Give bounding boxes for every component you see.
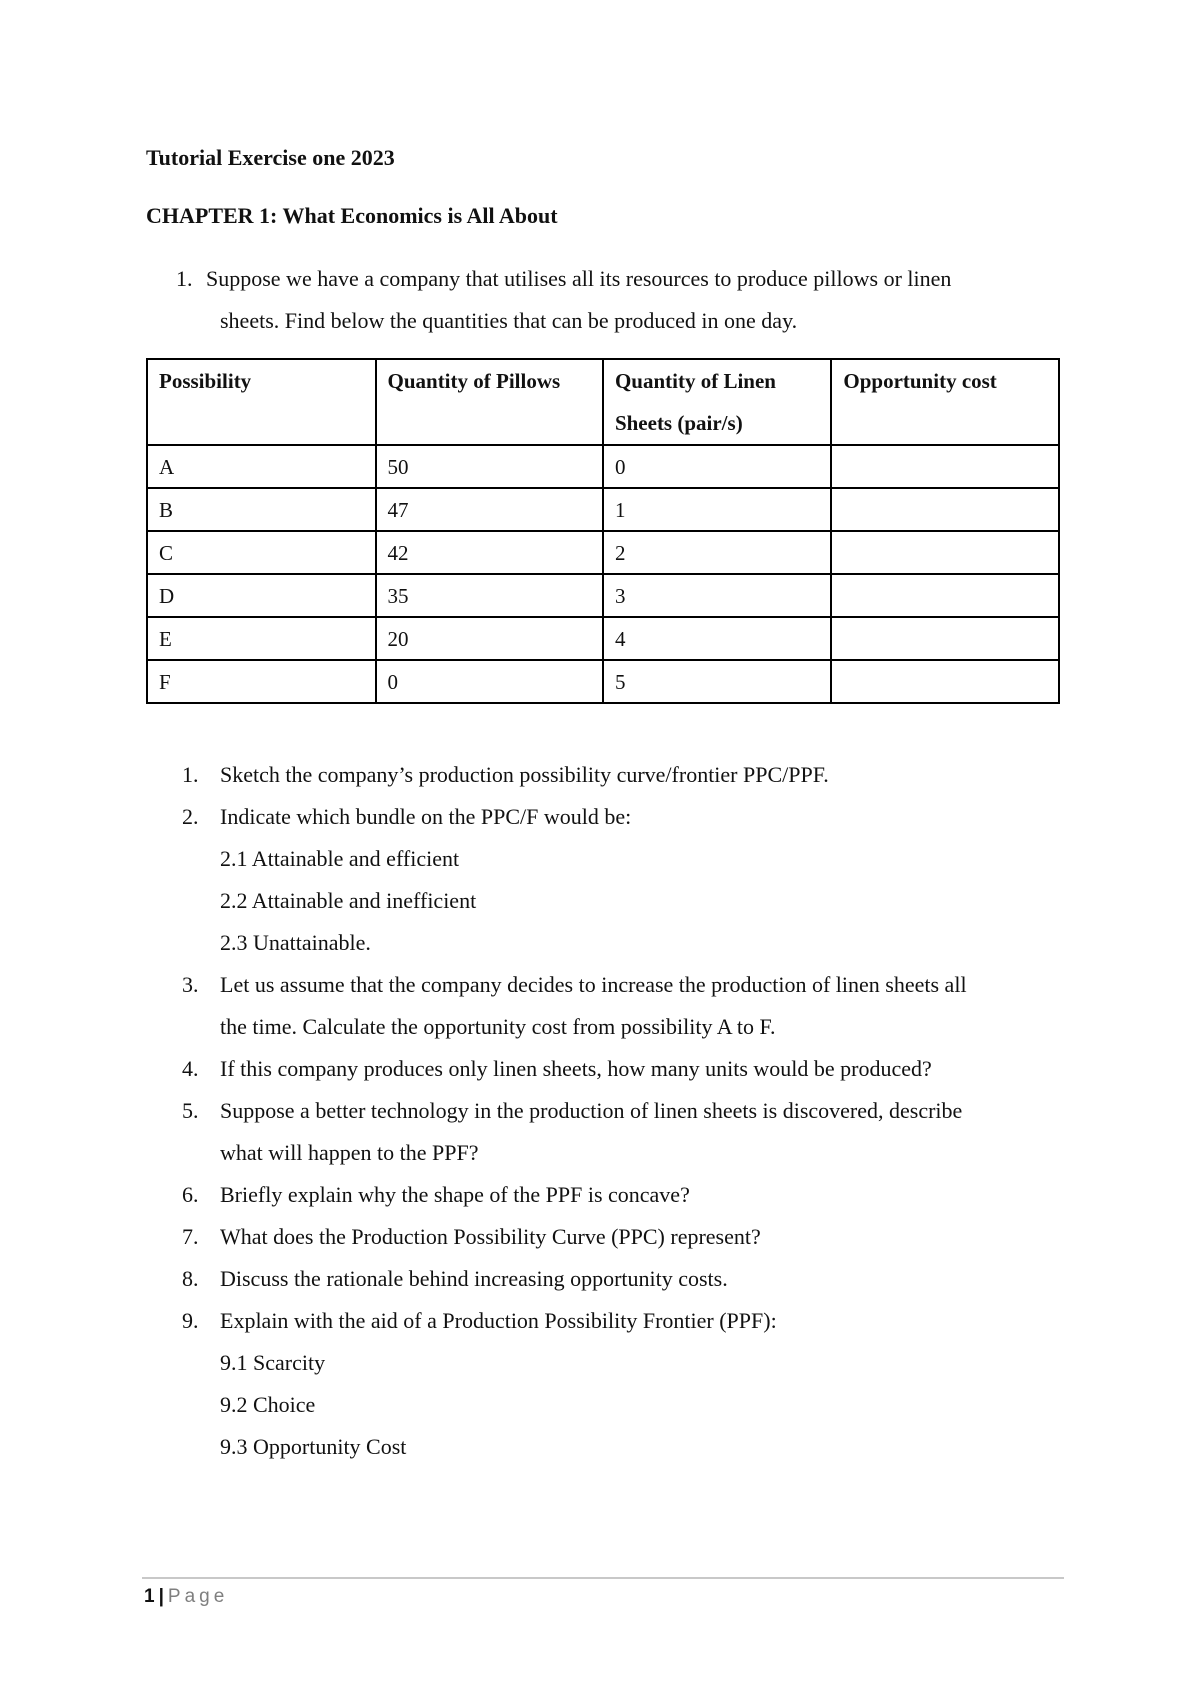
- sub-item: 9.3 Opportunity Cost: [220, 1434, 407, 1459]
- list-item: [172, 1048, 1072, 1090]
- sub-item: 2.2 Attainable and inefficient: [220, 888, 477, 913]
- cell-opportunity-cost: [831, 574, 1059, 617]
- cell-linen: 1: [603, 488, 831, 531]
- table-row: [147, 488, 1059, 531]
- footer-divider: [142, 1577, 1064, 1579]
- question-number: 7.: [182, 1224, 199, 1249]
- cell-pillows: 20: [376, 617, 603, 660]
- cell-pillows: 35: [376, 574, 603, 617]
- header-pillows: Quantity of Pillows: [376, 359, 603, 445]
- table-row: [147, 531, 1059, 574]
- cell-linen: 2: [603, 531, 831, 574]
- question-1-line-1: Suppose we have a company that utilises all its resources to produce pillows or linen: [206, 266, 952, 291]
- table-row: [147, 617, 1059, 660]
- list-item: [172, 754, 1072, 796]
- question-text: Briefly explain why the shape of the PPF is concave?: [220, 1182, 690, 1207]
- cell-opportunity-cost: [831, 660, 1059, 703]
- cell-possibility: C: [147, 531, 376, 574]
- table-row: [147, 660, 1059, 703]
- question-text: Explain with the aid of a Production Possibility Frontier (PPF):: [220, 1308, 777, 1333]
- cell-possibility: F: [147, 660, 376, 703]
- table-row: [147, 445, 1059, 488]
- cell-linen: 3: [603, 574, 831, 617]
- sub-item: 9.1 Scarcity: [220, 1350, 326, 1375]
- cell-pillows: 47: [376, 488, 603, 531]
- list-item: [172, 1258, 1072, 1300]
- question-number: 8.: [182, 1266, 199, 1291]
- cell-pillows: 42: [376, 531, 603, 574]
- page-footer: [144, 1586, 228, 1608]
- question-number: 3.: [182, 972, 199, 997]
- page-label: Page: [167, 1586, 229, 1607]
- cell-possibility: E: [147, 617, 376, 660]
- question-text-continued: the time. Calculate the opportunity cost from possibility A to F.: [220, 1014, 776, 1039]
- question-text: Discuss the rationale behind increasing opportunity costs.: [220, 1266, 728, 1291]
- question-text: Suppose a better technology in the production of linen sheets is discovered, describe: [220, 1098, 963, 1123]
- question-text: If this company produces only linen sheets, how many units would be produced?: [220, 1056, 932, 1081]
- cell-opportunity-cost: [831, 531, 1059, 574]
- list-item: [172, 1174, 1072, 1216]
- cell-possibility: D: [147, 574, 376, 617]
- question-text: Sketch the company’s production possibility curve/frontier PPC/PPF.: [220, 762, 829, 787]
- sub-item: 9.2 Choice: [220, 1392, 316, 1417]
- cell-opportunity-cost: [831, 445, 1059, 488]
- question-list: [172, 754, 1072, 1468]
- sub-item: 2.1 Attainable and efficient: [220, 846, 460, 871]
- question-number: 2.: [182, 804, 199, 829]
- question-text: What does the Production Possibility Curve (PPC) represent?: [220, 1224, 761, 1249]
- list-item: [172, 1090, 1072, 1174]
- question-text-continued: what will happen to the PPF?: [220, 1140, 479, 1165]
- header-opportunity-cost: Opportunity cost: [831, 359, 1059, 445]
- question-number: 9.: [182, 1308, 199, 1333]
- cell-opportunity-cost: [831, 617, 1059, 660]
- question-1-line-2: sheets. Find below the quantities that can be produced in one day.: [220, 308, 798, 333]
- question-1-intro: [176, 258, 1056, 342]
- cell-linen: 4: [603, 617, 831, 660]
- table-row: [147, 574, 1059, 617]
- list-item: [172, 1216, 1072, 1258]
- cell-possibility: A: [147, 445, 376, 488]
- header-possibility: Possibility: [147, 359, 376, 445]
- page-number: 1: [144, 1586, 155, 1607]
- question-number: 1.: [182, 762, 199, 787]
- header-linen-line-1: Quantity of Linen: [614, 369, 776, 393]
- cell-opportunity-cost: [831, 488, 1059, 531]
- cell-pillows: 0: [376, 660, 603, 703]
- question-text: Let us assume that the company decides to increase the production of linen sheets all: [220, 972, 967, 997]
- cell-pillows: 50: [376, 445, 603, 488]
- question-number: 5.: [182, 1098, 199, 1123]
- header-linen-line-2: Sheets (pair/s): [614, 411, 743, 435]
- document-title: Tutorial Exercise one 2023: [146, 145, 395, 170]
- table-header-row: [147, 359, 1059, 445]
- sub-item: 2.3 Unattainable.: [220, 930, 371, 955]
- question-text: Indicate which bundle on the PPC/F would be:: [220, 804, 632, 829]
- cell-possibility: B: [147, 488, 376, 531]
- production-possibilities-table: [146, 358, 1060, 704]
- cell-linen: 0: [603, 445, 831, 488]
- question-number: 4.: [182, 1056, 199, 1081]
- list-item: [172, 796, 1072, 964]
- cell-linen: 5: [603, 660, 831, 703]
- header-linen: [603, 359, 831, 445]
- question-number: 6.: [182, 1182, 199, 1207]
- list-item: [172, 1300, 1072, 1468]
- question-1-number: 1.: [176, 266, 193, 291]
- chapter-heading: CHAPTER 1: What Economics is All About: [146, 203, 558, 228]
- list-item: [172, 964, 1072, 1048]
- footer-separator: |: [158, 1586, 164, 1607]
